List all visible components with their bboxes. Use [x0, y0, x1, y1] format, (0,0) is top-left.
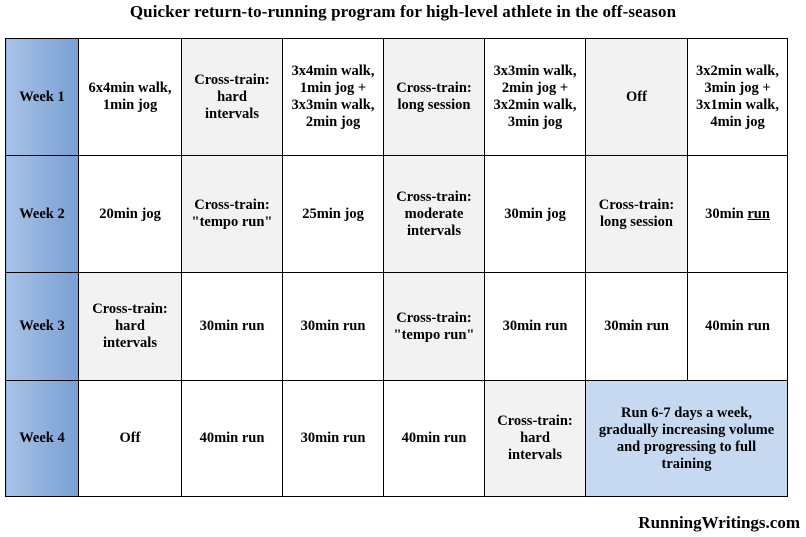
day-cell: 30min run: [283, 381, 384, 497]
training-schedule-table: [5, 38, 788, 497]
week-label: Week 3: [6, 273, 79, 381]
day-cell: Cross-train: long session: [384, 39, 485, 156]
week-1-row: [6, 39, 788, 156]
day-cell: 25min jog: [283, 156, 384, 273]
day-cell: 20min jog: [79, 156, 182, 273]
day-text: 30min: [705, 205, 744, 222]
final-note-cell: Run 6-7 days a week, gradually increasing volume and progressing to full training: [586, 381, 788, 497]
week-3-row: [6, 273, 788, 381]
page-title: Quicker return-to-running program for high-level athlete in the off-season: [129, 2, 677, 21]
week-label: Week 1: [6, 39, 79, 156]
week-label: Week 4: [6, 381, 79, 497]
day-cell: Cross-train: "tempo run": [182, 156, 283, 273]
week-label: Week 2: [6, 156, 79, 273]
site-credit: RunningWritings.com: [638, 513, 800, 532]
day-cell: 3x4min walk, 1min jog + 3x3min walk, 2min jog: [283, 39, 384, 156]
day-cell: Cross-train: hard intervals: [485, 381, 586, 497]
day-cell: 3x3min walk, 2min jog + 3x2min walk, 3min jog: [485, 39, 586, 156]
day-cell: Off: [79, 381, 182, 497]
day-cell: Cross-train: hard intervals: [182, 39, 283, 156]
day-cell: 6x4min walk, 1min jog: [79, 39, 182, 156]
day-cell: [688, 156, 788, 273]
day-cell: 3x2min walk, 3min jog + 3x1min walk, 4min jog: [688, 39, 788, 156]
day-cell: 40min run: [182, 381, 283, 497]
day-cell: 30min run: [485, 273, 586, 381]
day-cell: Cross-train: long session: [586, 156, 688, 273]
day-cell: 40min run: [688, 273, 788, 381]
day-cell: 40min run: [384, 381, 485, 497]
day-cell: Cross-train: moderate intervals: [384, 156, 485, 273]
day-cell: 30min run: [182, 273, 283, 381]
day-cell: Cross-train: hard intervals: [79, 273, 182, 381]
day-cell: 30min jog: [485, 156, 586, 273]
day-cell: 30min run: [283, 273, 384, 381]
day-cell: Cross-train: "tempo run": [384, 273, 485, 381]
day-cell: Off: [586, 39, 688, 156]
week-2-row: [6, 156, 788, 273]
day-cell: 30min run: [586, 273, 688, 381]
underlined-word: run: [747, 205, 770, 222]
week-4-row: [6, 381, 788, 497]
